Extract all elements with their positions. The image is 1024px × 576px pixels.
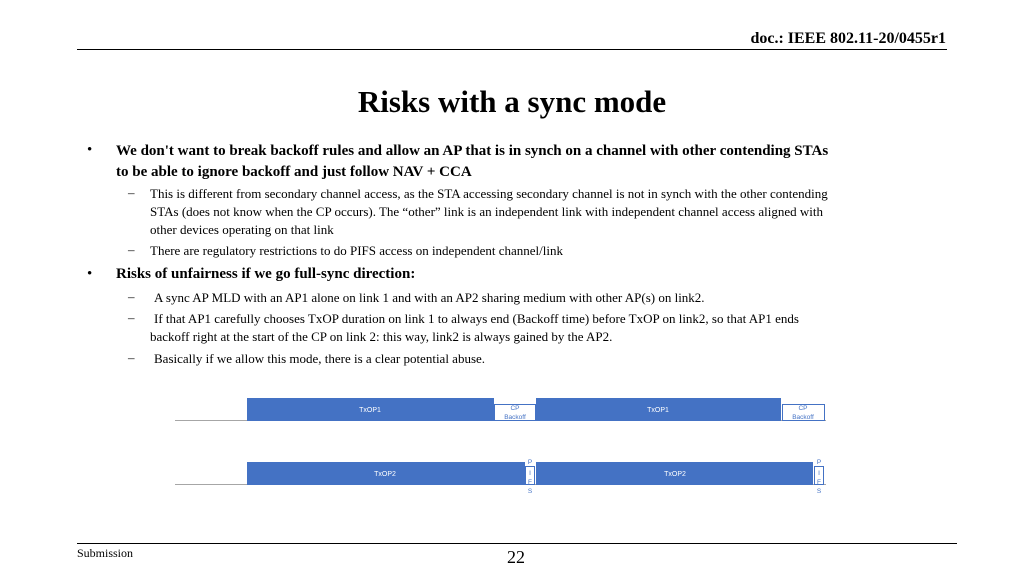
link1-backoff-label: Backoff bbox=[504, 414, 526, 421]
footer-rule bbox=[77, 543, 957, 544]
text-line: We don't want to break backoff rules and allow an AP that is in synch on a channel with other contending STAs bbox=[116, 143, 829, 159]
link2-pifs-letter: I bbox=[818, 470, 820, 477]
link1-cp-label-2: CP bbox=[798, 405, 808, 412]
sub-bullet-marker: – bbox=[128, 310, 135, 325]
text-line: If that AP1 carefully chooses TxOP duration on link 1 to always end (Backoff time) before TxOP on link2, so that AP1 ends bbox=[154, 311, 799, 326]
link1-txop1-label: TxOP1 bbox=[359, 407, 381, 414]
link2-pifs-letter: S bbox=[816, 488, 822, 495]
link2-txop2-label-2: TxOP2 bbox=[664, 471, 686, 478]
footer-submission: Submission bbox=[77, 546, 134, 560]
sub-bullet-marker: – bbox=[128, 289, 135, 304]
text-line: STAs (does not know when the CP occurs). The “other” link is an independent link with independent channel access aligned with bbox=[150, 204, 823, 219]
text-line: other devices operating on that link bbox=[150, 222, 334, 237]
link2-pifs-letter: P bbox=[527, 459, 533, 466]
doc-id: doc.: IEEE 802.11-20/0455r1 bbox=[750, 30, 946, 47]
text-line: A sync AP MLD with an AP1 alone on link 1 and with an AP2 sharing medium with other AP(s) on link2. bbox=[154, 290, 705, 305]
link1-cp-label: CP bbox=[510, 405, 520, 412]
link2-pifs-letter: I bbox=[529, 470, 531, 477]
link1-txop1-label-2: TxOP1 bbox=[647, 407, 669, 414]
text-line: There are regulatory restrictions to do PIFS access on independent channel/link bbox=[150, 243, 563, 258]
sub-bullet-marker: – bbox=[128, 242, 135, 257]
text-line: This is different from secondary channel access, as the STA accessing secondary channel is not in synch with the other contending bbox=[150, 186, 828, 201]
link2-pifs-letter: S bbox=[527, 488, 533, 495]
slide-title: Risks with a sync mode bbox=[357, 84, 667, 119]
link1-backoff-label-2: Backoff bbox=[792, 414, 814, 421]
text-line: to be able to ignore backoff and just follow NAV + CCA bbox=[116, 164, 472, 180]
bullet-marker: • bbox=[87, 142, 93, 158]
text-line: backoff right at the start of the CP on link 2: this way, link2 is always gained by the AP2. bbox=[150, 329, 613, 344]
link2-pifs-letter: F bbox=[817, 479, 821, 486]
link2-txop2-label: TxOP2 bbox=[374, 471, 396, 478]
page-number: 22 bbox=[507, 547, 525, 567]
link2-pifs-letter: P bbox=[816, 459, 822, 466]
text-line: Risks of unfairness if we go full-sync direction: bbox=[116, 266, 416, 282]
link2-pifs-letter: F bbox=[528, 479, 532, 486]
sub-bullet-marker: – bbox=[128, 350, 135, 365]
bullet-marker: • bbox=[87, 266, 93, 282]
sub-bullet-marker: – bbox=[128, 185, 135, 200]
text-line: Basically if we allow this mode, there is a clear potential abuse. bbox=[154, 351, 486, 366]
